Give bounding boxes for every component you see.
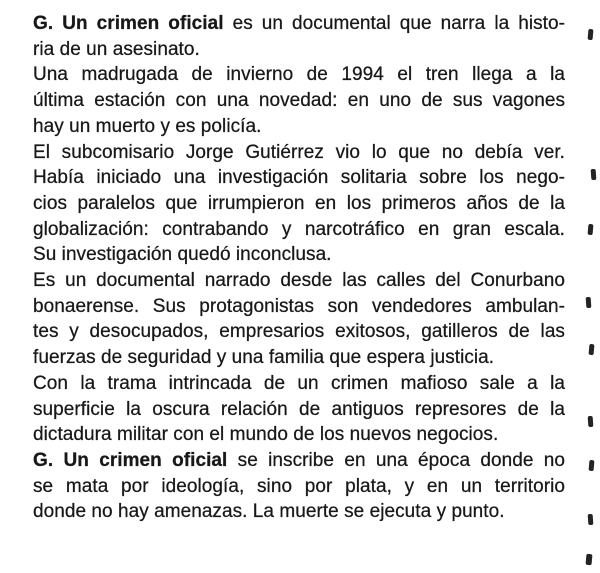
text-line (33, 345, 565, 371)
text-line (33, 11, 565, 37)
line-text: Había iniciado una investigación solitaria sobre los nego- (33, 167, 565, 189)
text-line (33, 37, 565, 63)
line-text: hay un muerto y es policía. (33, 115, 262, 137)
paragraph (33, 268, 565, 371)
text-line (33, 242, 565, 268)
line-text: es un documental que narra la histo- (223, 13, 565, 34)
text-line (33, 397, 565, 423)
scan-edge-mark (588, 514, 594, 525)
scan-edge-mark (588, 224, 594, 235)
line-text: ria de un asesinato. (33, 38, 200, 60)
line-text: última estación con una novedad: en uno de sus vagones (33, 90, 565, 112)
paragraph (33, 11, 565, 62)
line-text: donde no hay amenazas. La muerte se ejecuta y punto. (33, 501, 505, 523)
scan-edge-mark (591, 169, 597, 180)
scan-edge-mark (589, 344, 595, 355)
scan-edge-mark (586, 297, 592, 308)
line-text: globalización: contrabando y narcotráfico en gran escala. (33, 218, 565, 240)
line-text: fuerzas de seguridad y una familia que espera justicia. (33, 347, 495, 369)
film-title-bold: G. Un crimen oficial (33, 449, 228, 471)
line-text: cios paralelos que irrumpieron en los primeros años de la (33, 192, 565, 214)
line-text: se mata por ideología, sino por plata, y en un territorio (33, 475, 565, 497)
text-line (33, 140, 565, 166)
scan-edge-mark (586, 554, 593, 565)
text-line (33, 371, 565, 397)
text-line (33, 268, 565, 294)
paragraph (33, 371, 565, 448)
line-text: tes y desocupados, empresarios exitosos, gatilleros de las (33, 321, 565, 343)
scan-edge-mark (589, 460, 595, 471)
paragraph (33, 140, 565, 269)
line-text: El subcomisario Jorge Gutiérrez vio lo que no debía ver. (33, 141, 565, 163)
text-line (33, 217, 565, 243)
text-line (33, 448, 565, 474)
line-text: dictadura militar con el mundo de los nuevos negocios. (33, 424, 499, 446)
text-line (33, 88, 565, 114)
line-text: Su investigación quedó inconclusa. (33, 244, 332, 266)
line-text: Con la trama intrincada de un crimen mafioso sale a la (33, 372, 565, 394)
text-line (33, 165, 565, 191)
line-text: Es un documental narrado desde las calles del Conurbano (33, 270, 565, 292)
text-line (33, 474, 565, 500)
scan-edge-mark (588, 29, 594, 40)
line-text: superficie la oscura relación de antiguos represores de la (33, 398, 565, 420)
text-line (33, 319, 565, 345)
text-line (33, 191, 565, 217)
scan-edge-mark (588, 416, 594, 427)
text-line (33, 62, 565, 88)
text-line (33, 422, 565, 448)
text-line (33, 499, 565, 525)
paragraph (33, 448, 565, 525)
film-title-bold: G. Un crimen oficial (33, 13, 224, 34)
line-text: se inscribe en una época donde no (227, 449, 565, 471)
text-line (33, 294, 565, 320)
text-column (33, 11, 565, 525)
line-text: bonaerense. Sus protagonistas son vendedores ambulan- (33, 295, 565, 317)
text-line (33, 114, 565, 140)
line-text: Una madrugada de invierno de 1994 el tren llega a la (33, 64, 565, 86)
paragraph (33, 62, 565, 139)
